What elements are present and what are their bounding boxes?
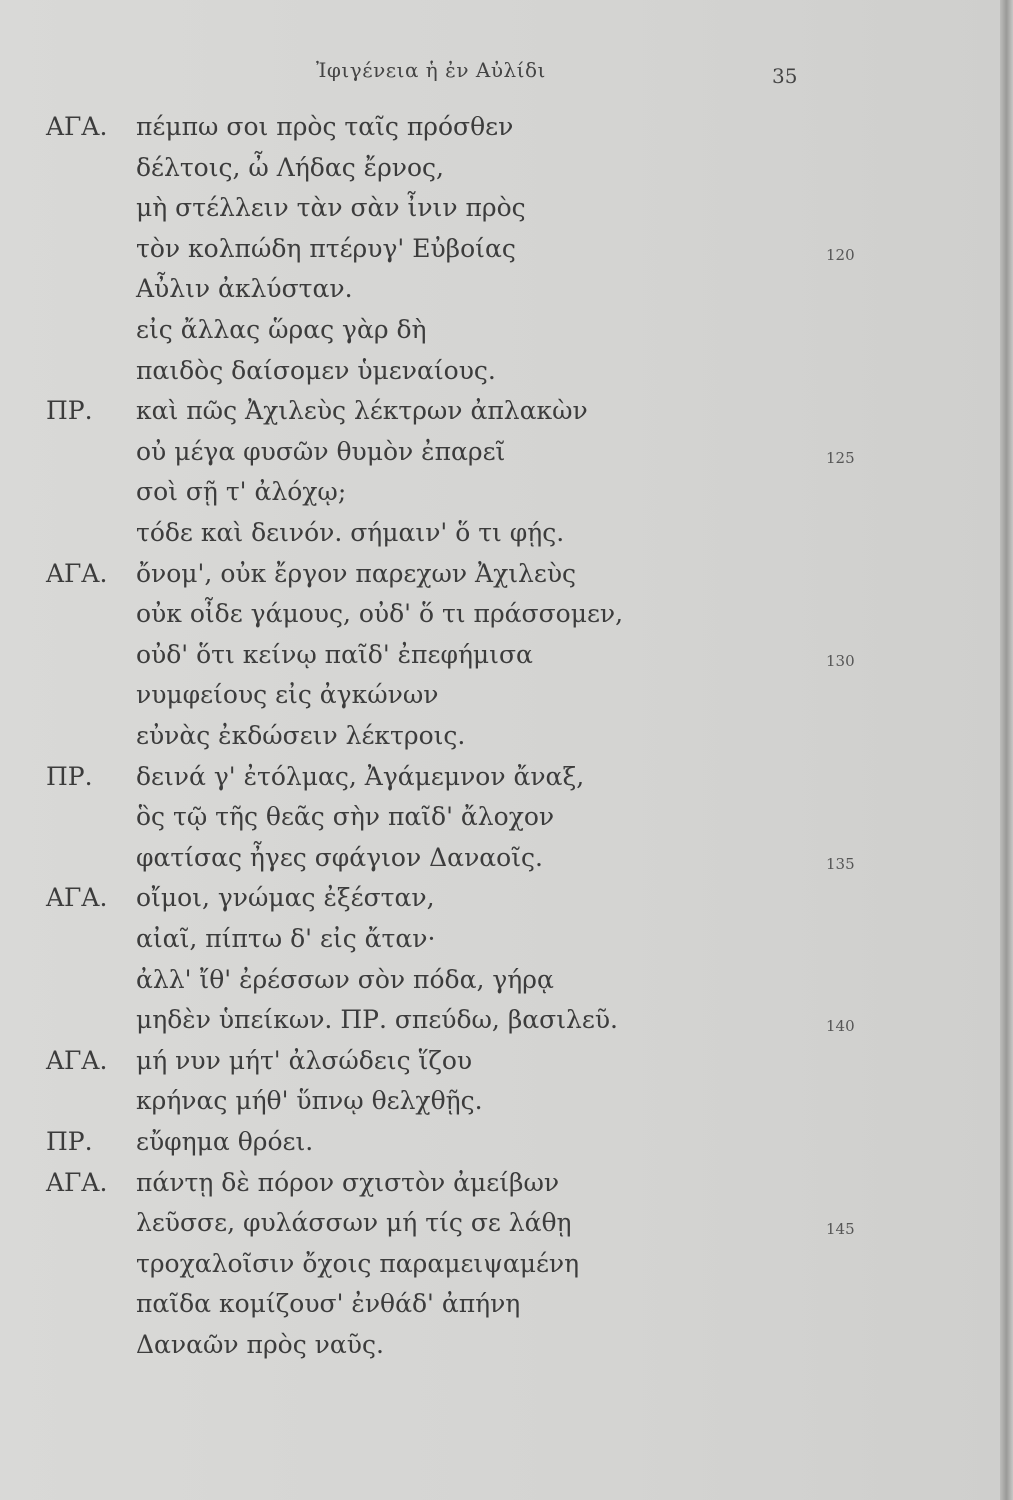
- speaker-label: ΠΡ.: [46, 1127, 93, 1156]
- verse-text: οὐκ οἶδε γάμους, οὐδ' ὅ τι πράσσομεν,: [136, 599, 624, 629]
- verse-line: [0, 518, 1000, 558]
- line-number: 140: [826, 1017, 855, 1036]
- speaker-label: ΠΡ.: [46, 761, 93, 791]
- verse-line: [0, 1046, 1000, 1086]
- verse-text: εὔφημα θρόει.: [136, 1127, 314, 1156]
- page-edge: [1000, 0, 1013, 1500]
- speaker-label: ΑΓΑ.: [46, 1167, 108, 1197]
- verse-text: αἰαῖ, πίπτω δ' εἰς ἄταν·: [136, 924, 436, 953]
- verse-text: οὐδ' ὅτι κείνῳ παῖδ' ἐπεφήμισα: [136, 639, 533, 669]
- verse-text: σοὶ σῇ τ' ἀλόχῳ;: [136, 477, 347, 507]
- verse-line: [0, 965, 1000, 1005]
- verse-line: [0, 274, 1000, 314]
- verse-line: [0, 721, 1000, 761]
- verse-line: [0, 396, 1000, 436]
- verse-line: [0, 680, 1000, 720]
- verse-line: [0, 1005, 1000, 1045]
- verse-text: Δαναῶν πρὸς ναῦς.: [136, 1330, 384, 1359]
- line-number: 130: [826, 651, 855, 670]
- verse-text: τροχαλοῖσιν ὄχοις παραμειψαμένη: [136, 1248, 580, 1278]
- verse-text: νυμφείους εἰς ἀγκώνων: [136, 680, 439, 710]
- verse-text: τὸν κολπώδη πτέρυγ' Εὐβοίας: [136, 233, 516, 263]
- running-header: Ἰφιγένεια ἡ ἐν Αὐλίδι: [316, 58, 546, 82]
- verse-text: πέμπω σοι πρὸς ταῖς πρόσθεν: [136, 112, 514, 141]
- verse-text: φατίσας ἦγες σφάγιον Δαναοῖς.: [136, 842, 543, 872]
- verse-text: Αὖλιν ἀκλύσταν.: [136, 274, 353, 304]
- verse-line: [0, 1168, 1000, 1208]
- speaker-label: ΠΡ.: [46, 396, 93, 426]
- verse-text: τόδε καὶ δεινόν. σήμαιν' ὅ τι φῄς.: [136, 518, 565, 547]
- verse-line: [0, 1249, 1000, 1289]
- line-number: 135: [826, 854, 855, 873]
- verse-text: δέλτοις, ὦ Λήδας ἔρνος,: [136, 152, 444, 182]
- verse-line: [0, 1330, 1000, 1370]
- verse-line: [0, 559, 1000, 599]
- verse-line: [0, 802, 1000, 842]
- verse-line: [0, 193, 1000, 233]
- verse-line: [0, 762, 1000, 802]
- verse-text: ἀλλ' ἴθ' ἐρέσσων σὸν πόδα, γήρᾳ: [136, 964, 554, 994]
- verse-line: [0, 640, 1000, 680]
- verse-line: [0, 843, 1000, 883]
- page-number: 35: [772, 64, 798, 88]
- line-number: 125: [826, 448, 855, 467]
- verse-text: πάντῃ δὲ πόρον σχιστὸν ἀμείβων: [136, 1167, 560, 1197]
- verse-line: [0, 883, 1000, 923]
- verse-text: καὶ πῶς Ἀχιλεὺς λέκτρων ἀπλακὼν: [136, 396, 588, 426]
- speaker-label: ΑΓΑ.: [46, 1045, 108, 1075]
- verse-line: [0, 1208, 1000, 1248]
- verse-text: μὴ στέλλειν τὰν σὰν ἶνιν πρὸς: [136, 193, 526, 223]
- verse-text: μηδὲν ὑπείκων. ΠΡ. σπεύδω, βασιλεῦ.: [136, 1005, 618, 1035]
- verse-line: [0, 1086, 1000, 1126]
- verse-text: ὄνομ', οὐκ ἔργον παρεχων Ἀχιλεὺς: [136, 558, 577, 588]
- verse-text: κρήνας μήθ' ὕπνῳ θελχθῇς.: [136, 1086, 483, 1116]
- speaker-label: ΑΓΑ.: [46, 883, 108, 913]
- line-number: 120: [826, 245, 855, 264]
- verse-line: [0, 234, 1000, 274]
- verse-text: οἴμοι, γνώμας ἐξέσταν,: [136, 883, 435, 913]
- verse-line: [0, 599, 1000, 639]
- verse-text: εἰς ἄλλας ὥρας γὰρ δὴ: [136, 315, 427, 344]
- verse-text: ὃς τῷ τῆς θεᾶς σὴν παῖδ' ἄλοχον: [136, 802, 555, 832]
- verse-line: [0, 153, 1000, 193]
- line-number: 145: [826, 1220, 855, 1239]
- speaker-label: ΑΓΑ.: [46, 112, 108, 141]
- verse-line: [0, 356, 1000, 396]
- verse-text: λεῦσσε, φυλάσσων μή τίς σε λάθῃ: [136, 1208, 572, 1238]
- verse-line: [0, 315, 1000, 355]
- verse-text: παῖδα κομίζουσ' ἐνθάδ' ἀπήνη: [136, 1289, 521, 1319]
- verse-line: [0, 1127, 1000, 1167]
- verse-text: μή νυν μήτ' ἀλσώδεις ἵζου: [136, 1045, 473, 1075]
- verse-line: [0, 924, 1000, 964]
- verse-text: εὐνὰς ἐκδώσειν λέκτροις.: [136, 721, 466, 750]
- verse-line: [0, 477, 1000, 517]
- verse-text: οὐ μέγα φυσῶν θυμὸν ἐπαρεῖ: [136, 436, 506, 466]
- verse-line: [0, 112, 1000, 152]
- verse-line: [0, 437, 1000, 477]
- speaker-label: ΑΓΑ.: [46, 558, 108, 588]
- verse-line: [0, 1289, 1000, 1329]
- verse-text: παιδὸς δαίσομεν ὑμεναίους.: [136, 355, 496, 385]
- verse-text: δεινά γ' ἐτόλμας, Ἀγάμεμνον ἄναξ,: [136, 761, 585, 791]
